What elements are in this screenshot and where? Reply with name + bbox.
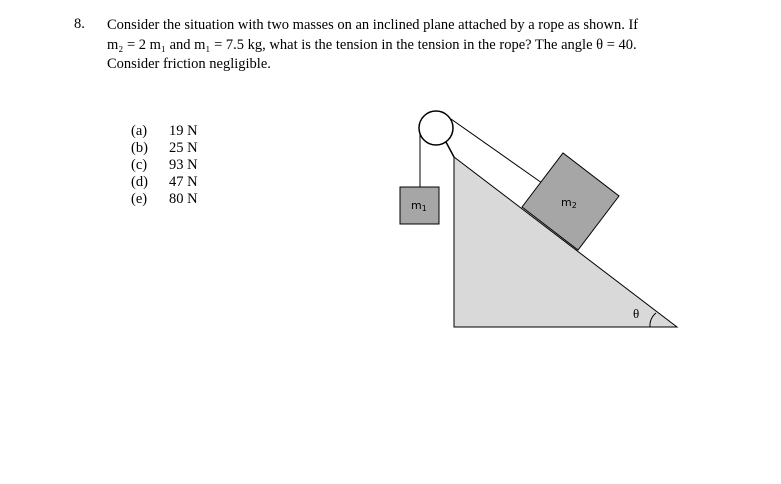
- pulley: [419, 111, 453, 145]
- mass-2-label: m2: [561, 196, 577, 210]
- question-line-3: Consider friction negligible.: [107, 56, 271, 72]
- question-number: 8.: [74, 16, 85, 32]
- option-b: (b) 25 N: [131, 140, 198, 156]
- question-line-1: Consider the situation with two masses on an inclined plane attached by a rope as shown. If: [107, 17, 639, 33]
- angle-label: θ: [633, 306, 640, 321]
- pulley-support: [446, 142, 454, 157]
- option-c: (c) 93 N: [131, 157, 198, 173]
- option-a: (a) 19 N: [131, 123, 198, 139]
- option-e: (e) 80 N: [131, 191, 198, 207]
- question-line-2: m₂ = 2 m₁ and m₁ = 7.5 kg, what is the tension in the tension in the rope? The angle θ = 40.: [107, 36, 637, 53]
- mass-1-label: m1: [411, 199, 427, 213]
- option-d: (d) 47 N: [131, 174, 198, 190]
